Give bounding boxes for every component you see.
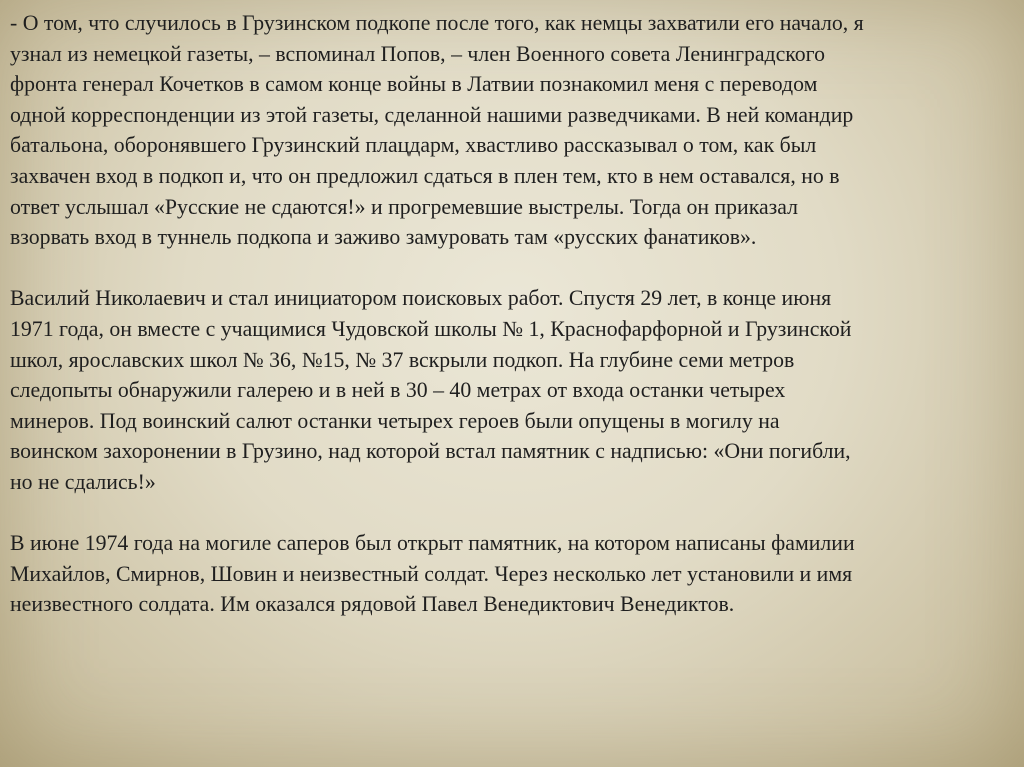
body-text xyxy=(10,8,1010,620)
paragraph-2: Василий Николаевич и стал инициатором поисковых работ. Спустя 29 лет, в конце июня 1971 года, он вместе с учащимися Чудовской школы № 1, Краснофарфорной и Грузинской школ, ярославских школ № 36, №15, № 37 вскрыли подкоп. На глубине семи метров следопыты обнаружили галерею и в ней в 30 – 40 метрах от входа останки четырех минеров. Под воинский салют останки четырех героев были опущены в могилу на воинском захоронении в Грузино, над которой встал памятник с надписью: «Они погибли, но не сдались!» xyxy=(10,286,852,494)
paragraph-3: В июне 1974 года на могиле саперов был открыт памятник, на котором написаны фамилии Михайлов, Смирнов, Шовин и неизвестный солдат. Через несколько лет установили и имя неизвестного солдата. Им оказался рядовой Павел Венедиктович Венедиктов. xyxy=(10,531,855,617)
paragraph-1: - О том, что случилось в Грузинском подкопе после того, как немцы захватили его начало, я узнал из немецкой газеты, – вспоминал Попов, – член Военного совета Ленинградского фронта генерал Кочетков в самом конце войны в Латвии познакомил меня с переводом одной корреспонденции из этой газеты, сделанной нашими разведчиками. В ней командир батальона, оборонявшего Грузинский плацдарм, хвастливо рассказывал о том, как был захвачен вход в подкоп и, что он предложил сдаться в плен тем, кто в нем оставался, но в ответ услышал «Русские не сдаются!» и прогремевшие выстрелы. Тогда он приказал взорвать вход в туннель подкопа и заживо замуровать там «русских фанатиков». xyxy=(10,11,864,250)
